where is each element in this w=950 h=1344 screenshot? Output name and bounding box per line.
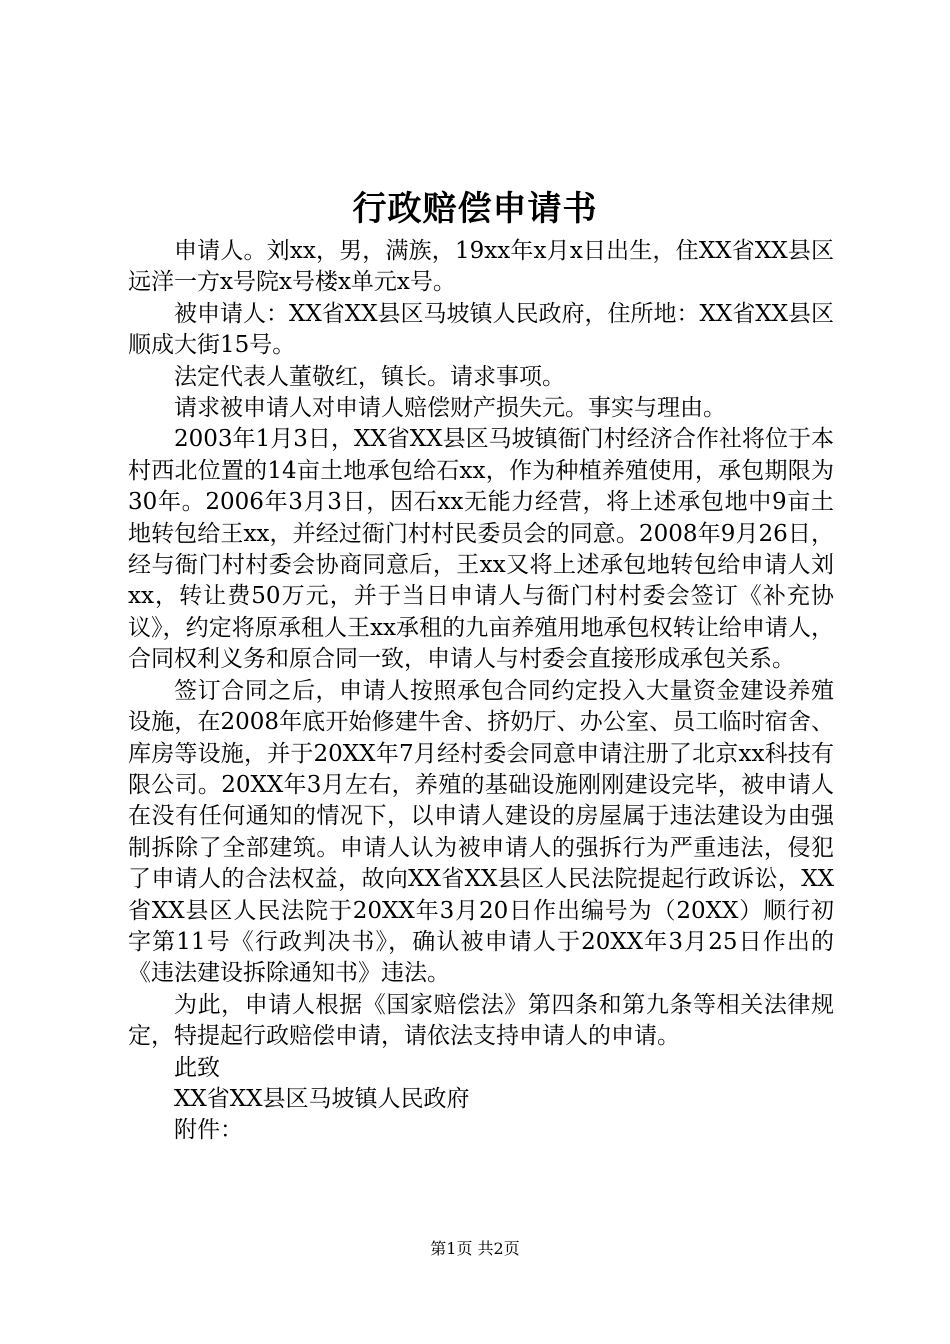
facts-paragraph-1: 2003年1月3日，XX省XX县区马坡镇衙门村经济合作社将位于本村西北位置的14亩土地承包给石xx，作为种植养殖使用，承包期限为30年。2006年3月3日，因石xx无能力经营，将上述承包地中9亩土地转包给王xx，并经过衙门村村民委员会的同意。2008年9月26日，经与衙门村村委会协商同意后，王xx又将上述承包地转包给申请人刘xx，转让费50万元，并于当日申请人与衙门村村委会签订《补充协议》，约定将原承租人王xx承租的九亩养殖用地承包权转让给申请人，合同权利义务和原合同一致，申请人与村委会直接形成承包关系。: [128, 426, 834, 673]
salutation: 此致: [174, 1054, 220, 1081]
applicant-paragraph: 申请人。刘xx，男，满族，19xx年x月x日出生，住XX省XX县区远洋一方x号院x号楼x单元x号。: [128, 238, 834, 296]
attachments-label: 附件：: [174, 1117, 243, 1144]
document-title: 行政赔偿申请书: [352, 189, 598, 229]
request-paragraph: 请求被申请人对申请人赔偿财产损失元。事实与理由。: [174, 395, 726, 422]
facts-paragraph-2: 签订合同之后，申请人按照承包合同约定投入大量资金建设养殖设施，在2008年底开始修建牛舍、挤奶厅、办公室、员工临时宿舍、库房等设施，并于20XX年7月经村委会同意申请注册了北京xx科技有限公司。20XX年3月左右，养殖的基础设施刚刚建设完毕，被申请人在没有任何通知的情况下，以申请人建设的房屋属于违法建设为由强制拆除了全部建筑。申请人认为被申请人的强拆行为严重违法，侵犯了申请人的合法权益，故向XX省XX县区人民法院提起行政诉讼，XX省XX县区人民法院于20XX年3月20日作出编号为（20XX）顺行初字第11号《行政判决书》，确认被申请人于20XX年3月25日作出的《违法建设拆除通知书》违法。: [128, 677, 834, 987]
conclusion-paragraph: 为此，申请人根据《国家赔偿法》第四条和第九条等相关法律规定，特提起行政赔偿申请，请依法支持申请人的申请。: [128, 991, 834, 1050]
respondent-paragraph: 被申请人：XX省XX县区马坡镇人民政府，住所地：XX省XX县区顺成大街15号。: [128, 300, 834, 359]
recipient: XX省XX县区马坡镇人民政府: [174, 1085, 470, 1112]
page-footer: 第1页 共2页: [430, 1239, 520, 1258]
document-body: [128, 236, 834, 1147]
legal-representative-paragraph: 法定代表人董敬红，镇长。请求事项。: [174, 363, 565, 390]
